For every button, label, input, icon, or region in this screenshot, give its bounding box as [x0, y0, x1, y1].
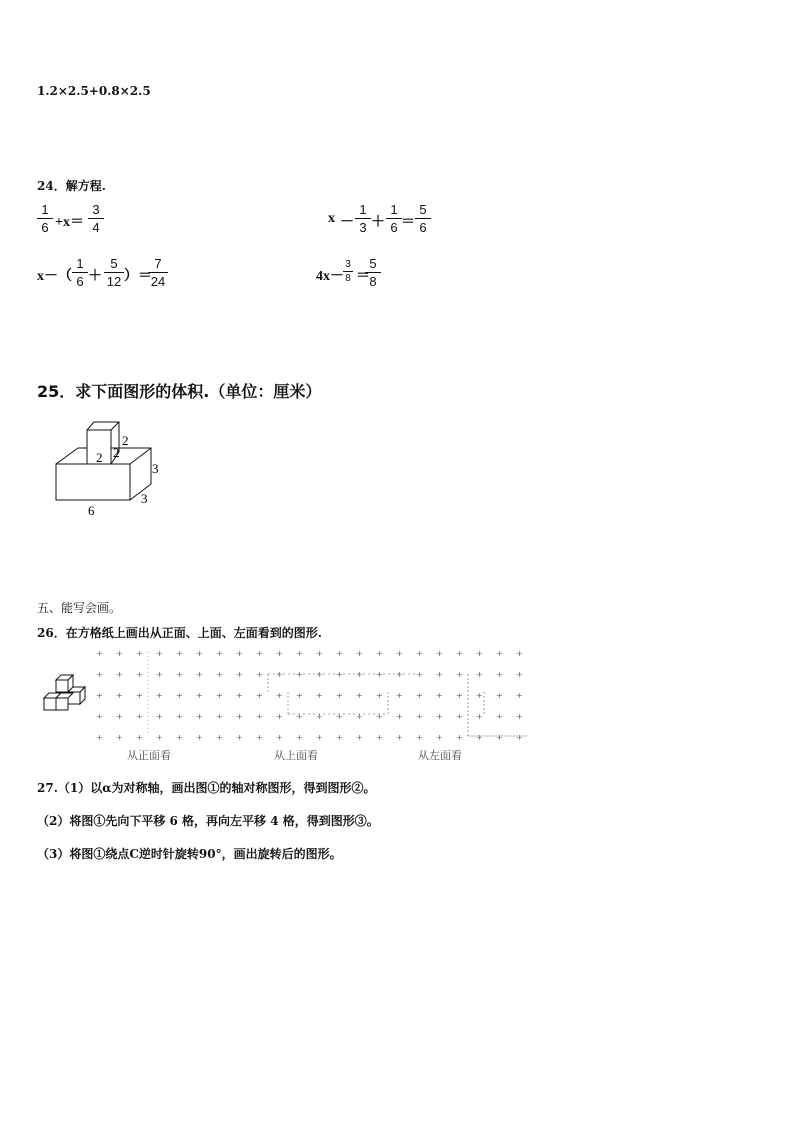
grid-dot: + [476, 670, 483, 679]
grid-dot: + [456, 712, 463, 721]
grid-dot: + [376, 691, 383, 700]
grid-dot: + [116, 649, 123, 658]
grid-dot: + [216, 670, 223, 679]
grid-dot: + [456, 691, 463, 700]
grid-dot: + [396, 670, 403, 679]
grid-dot: + [316, 733, 323, 742]
box-height-label: 3 [152, 461, 159, 476]
grid-dot: + [496, 670, 503, 679]
grid-dot: + [336, 691, 343, 700]
cube-top-label: 2 [122, 433, 129, 448]
grid-dot: + [476, 712, 483, 721]
grid-dot: + [296, 691, 303, 700]
grid-dot: + [256, 733, 263, 742]
grid-dot: + [416, 691, 423, 700]
grid-dot: + [376, 733, 383, 742]
grid-dot: + [496, 691, 503, 700]
grid-dot: + [196, 691, 203, 700]
view-label-front: 从正面看 [127, 749, 171, 762]
grid-dot: + [256, 670, 263, 679]
stacked-cubes-figure [40, 670, 90, 715]
grid-dot: + [476, 691, 483, 700]
grid-dot: + [216, 712, 223, 721]
grid-dot: + [236, 712, 243, 721]
expression-1-2x2-5: 1.2×2.5+0.8×2.5 [37, 84, 151, 98]
box-depth-label: 3 [141, 491, 148, 506]
grid-dot: + [436, 712, 443, 721]
grid-dot: + [396, 733, 403, 742]
grid-dot: + [276, 712, 283, 721]
grid-dot: + [236, 670, 243, 679]
grid-dot: + [96, 691, 103, 700]
grid-dot: + [436, 670, 443, 679]
grid-dot: + [296, 649, 303, 658]
grid-dot: + [176, 649, 183, 658]
grid-dot: + [196, 670, 203, 679]
grid-dot: + [376, 670, 383, 679]
question-27-line3: （3）将图①绕点C逆时针旋转90°，画出旋转后的图形。 [37, 847, 342, 861]
grid-dot: + [396, 691, 403, 700]
grid-dot: + [116, 712, 123, 721]
grid-dot: + [156, 691, 163, 700]
grid-dot: + [156, 649, 163, 658]
grid-dot: + [496, 649, 503, 658]
grid-dot: + [256, 691, 263, 700]
grid-dot: + [96, 649, 103, 658]
grid-dot: + [396, 649, 403, 658]
section-5-heading: 五、能写会画。 [37, 601, 122, 615]
grid-dot: + [236, 691, 243, 700]
box-length-label: 6 [88, 503, 95, 518]
grid-dot: + [116, 733, 123, 742]
grid-dot: + [516, 712, 523, 721]
grid-dot: + [456, 670, 463, 679]
grid-dot: + [356, 649, 363, 658]
grid-dot: + [296, 733, 303, 742]
view-label-top: 从上面看 [274, 749, 318, 762]
grid-dot: + [516, 649, 523, 658]
grid-dot: + [136, 691, 143, 700]
grid-dot: + [456, 649, 463, 658]
grid-dot: + [356, 691, 363, 700]
grid-dot: + [216, 733, 223, 742]
grid-dot: + [136, 670, 143, 679]
grid-dot: + [476, 733, 483, 742]
view-label-left: 从左面看 [418, 749, 462, 762]
question-26-title: 26．在方格纸上画出从正面、上面、左面看到的图形. [37, 626, 322, 640]
grid-dot: + [196, 649, 203, 658]
grid-dot: + [236, 649, 243, 658]
grid-dot: + [436, 691, 443, 700]
grid-dot: + [336, 649, 343, 658]
grid-dot: + [176, 670, 183, 679]
grid-dot: + [336, 712, 343, 721]
dotted-grid-paper [92, 648, 528, 742]
grid-dot: + [236, 733, 243, 742]
grid-dot: + [436, 733, 443, 742]
grid-dot: + [416, 712, 423, 721]
grid-dot: + [176, 712, 183, 721]
question-25-title: 25．求下面图形的体积.（单位：厘米） [37, 382, 322, 401]
grid-dot: + [216, 691, 223, 700]
grid-dot: + [176, 691, 183, 700]
question-27-line1: 27.（1）以α为对称轴，画出图①的轴对称图形，得到图形②。 [37, 781, 376, 795]
grid-dot: + [376, 712, 383, 721]
grid-dot: + [156, 670, 163, 679]
cube-side-label: 2 [113, 445, 120, 460]
grid-dot: + [256, 712, 263, 721]
grid-dot: + [316, 670, 323, 679]
grid-dot: + [476, 649, 483, 658]
grid-dot: + [116, 691, 123, 700]
grid-dot: + [256, 649, 263, 658]
cuboid-diagram [40, 400, 180, 525]
grid-dot: + [376, 649, 383, 658]
grid-dot: + [356, 712, 363, 721]
grid-dot: + [416, 670, 423, 679]
cube-front-label: 2 [96, 450, 103, 465]
grid-dot: + [276, 733, 283, 742]
grid-dot: + [416, 733, 423, 742]
grid-dot: + [456, 733, 463, 742]
grid-dot: + [196, 733, 203, 742]
grid-dot: + [136, 733, 143, 742]
grid-dot: + [136, 712, 143, 721]
grid-dot: + [276, 670, 283, 679]
grid-dot: + [276, 649, 283, 658]
grid-dot: + [516, 733, 523, 742]
grid-dot: + [336, 733, 343, 742]
grid-dot: + [396, 712, 403, 721]
grid-dot: + [416, 649, 423, 658]
grid-dot: + [96, 712, 103, 721]
grid-dot: + [356, 670, 363, 679]
grid-dot: + [216, 649, 223, 658]
grid-dot: + [136, 649, 143, 658]
question-27-line2: （2）将图①先向下平移 6 格，再向左平移 4 格，得到图形③。 [37, 814, 379, 828]
grid-dot: + [276, 691, 283, 700]
grid-dot: + [516, 670, 523, 679]
question-24-title: 24．解方程. [37, 179, 106, 193]
grid-dot: + [496, 733, 503, 742]
grid-dot: + [296, 712, 303, 721]
grid-dot: + [356, 733, 363, 742]
grid-dot: + [336, 670, 343, 679]
grid-dot: + [176, 733, 183, 742]
grid-dot: + [436, 649, 443, 658]
grid-dot: + [296, 670, 303, 679]
grid-dot: + [156, 733, 163, 742]
grid-dot: + [516, 691, 523, 700]
grid-dot: + [496, 712, 503, 721]
grid-dot: + [316, 712, 323, 721]
grid-dot: + [316, 649, 323, 658]
grid-dot: + [156, 712, 163, 721]
grid-dot: + [196, 712, 203, 721]
grid-dot: + [116, 670, 123, 679]
grid-dot: + [316, 691, 323, 700]
grid-dot: + [96, 733, 103, 742]
grid-dot: + [96, 670, 103, 679]
